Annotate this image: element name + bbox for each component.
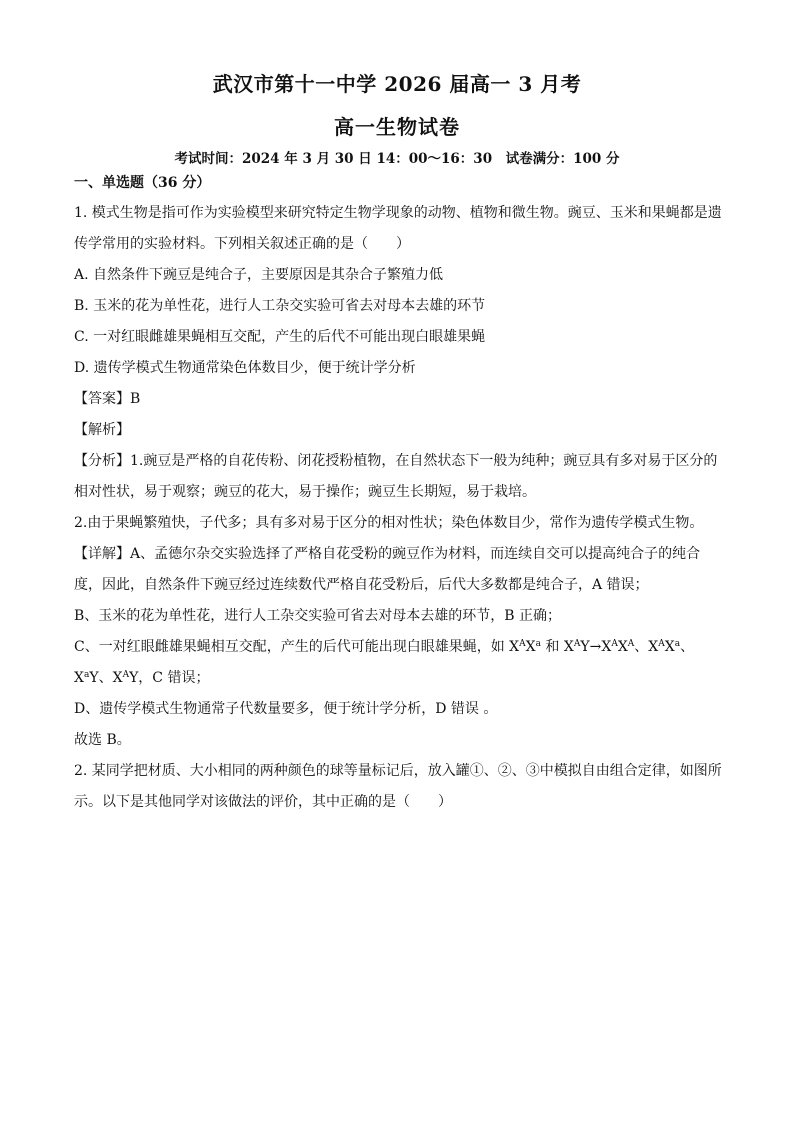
sup: A — [658, 639, 665, 649]
sup: A — [573, 639, 581, 649]
text: X — [617, 639, 628, 655]
q1-stem-line2: 传学常用的实验材料。下列相关叙述正确的是（ ） — [74, 236, 410, 252]
q1-fenxi-line3: 2.由于果蝇繁殖快，子代多；具有多对易于区分的相对性状；染色体数目少，常作为遗传学模式生物。 — [74, 515, 704, 531]
q1-option-a: A. 自然条件下豌豆是纯合子，主要原因是其杂合子繁殖力低 — [74, 267, 444, 283]
q2-stem-line1: 2. 某同学把材质、大小相同的两种颜色的球等量标记后，放入罐①、②、③中模拟自由组合定律，如图所 — [74, 763, 722, 779]
exam-info: 考试时间：2024 年 3 月 30 日 14：00～16：30 试卷满分：100 分 — [174, 151, 620, 167]
exam-title: 武汉市第十一中学 2026 届高一 3 月考 — [212, 72, 582, 96]
sup: A — [519, 639, 526, 649]
q1-xiangjie-c-line1 — [74, 632, 724, 663]
text: X — [74, 670, 84, 686]
q1-option-b: B. 玉米的花为单性花，进行人工杂交实验可省去对母本去雄的环节 — [74, 298, 486, 314]
q1-xiangjie-d: D、遗传学模式生物通常子代数量要多，便于统计学分析，D 错误 。 — [74, 701, 498, 717]
sup: A — [122, 670, 130, 680]
q1-fenxi-line1: 【分析】1.豌豆是严格的自花传粉、闭花授粉植物，在自然状态下一般为纯种；豌豆具有多对易于区分的 — [74, 453, 718, 469]
text: C、一对红眼雌雄果蝇相互交配，产生的后代可能出现白眼雄果蝇，如 X — [74, 639, 520, 655]
text: Y，C 错误； — [129, 670, 210, 686]
text: X — [664, 639, 675, 655]
sup: a — [535, 639, 541, 649]
q1-xiangjie-line2: 度，因此，自然条件下豌豆经过连续数代严格自花受粉后，后代大多数都是纯合子，A 错误； — [74, 577, 649, 593]
sup: a — [674, 639, 681, 649]
q1-answer: 【答案】B — [74, 391, 141, 407]
sup: A — [627, 639, 635, 649]
q2-stem-line2: 示。以下是其他同学对该做法的评价，其中正确的是（ ） — [74, 794, 452, 810]
document-body — [74, 198, 724, 818]
text: X — [525, 639, 536, 655]
q1-xiangjie-line1: 【详解】A、孟德尔杂交实验选择了严格自花受粉的豌豆作为材料，而连续自交可以提高纯合子的纯合 — [74, 546, 701, 562]
q1-option-d: D. 遗传学模式生物通常染色体数目少，便于统计学分析 — [74, 360, 416, 376]
sup: A — [611, 639, 618, 649]
text: 和 X — [540, 639, 574, 655]
text: 、X — [634, 639, 659, 655]
text: Y→X — [580, 639, 612, 655]
q1-stem-line1: 1. 模式生物是指可作为实验模型来研究特定生物学现象的动物、植物和微生物。豌豆、玉米和果蝇都是遗 — [74, 205, 722, 221]
sup: a — [83, 670, 90, 680]
q1-xiangjie-b: B、玉米的花为单性花，进行人工杂交实验可省去对母本去雄的环节，B 正确； — [74, 608, 562, 624]
exam-subtitle: 高一生物试卷 — [334, 115, 460, 139]
text: Y、X — [89, 670, 123, 686]
section-title: 一、单选题（36 分） — [74, 175, 211, 191]
q1-analysis-label: 【解析】 — [74, 422, 130, 438]
q1-fenxi-line2: 相对性状，易于观察；豌豆的花大，易于操作；豌豆生长期短，易于栽培。 — [74, 484, 536, 500]
q1-conclusion: 故选 B。 — [74, 732, 131, 748]
text: 、 — [680, 639, 695, 655]
q1-xiangjie-c-line2 — [74, 663, 724, 694]
q1-option-c: C. 一对红眼雌雄果蝇相互交配，产生的后代不可能出现白眼雄果蝇 — [74, 329, 486, 345]
